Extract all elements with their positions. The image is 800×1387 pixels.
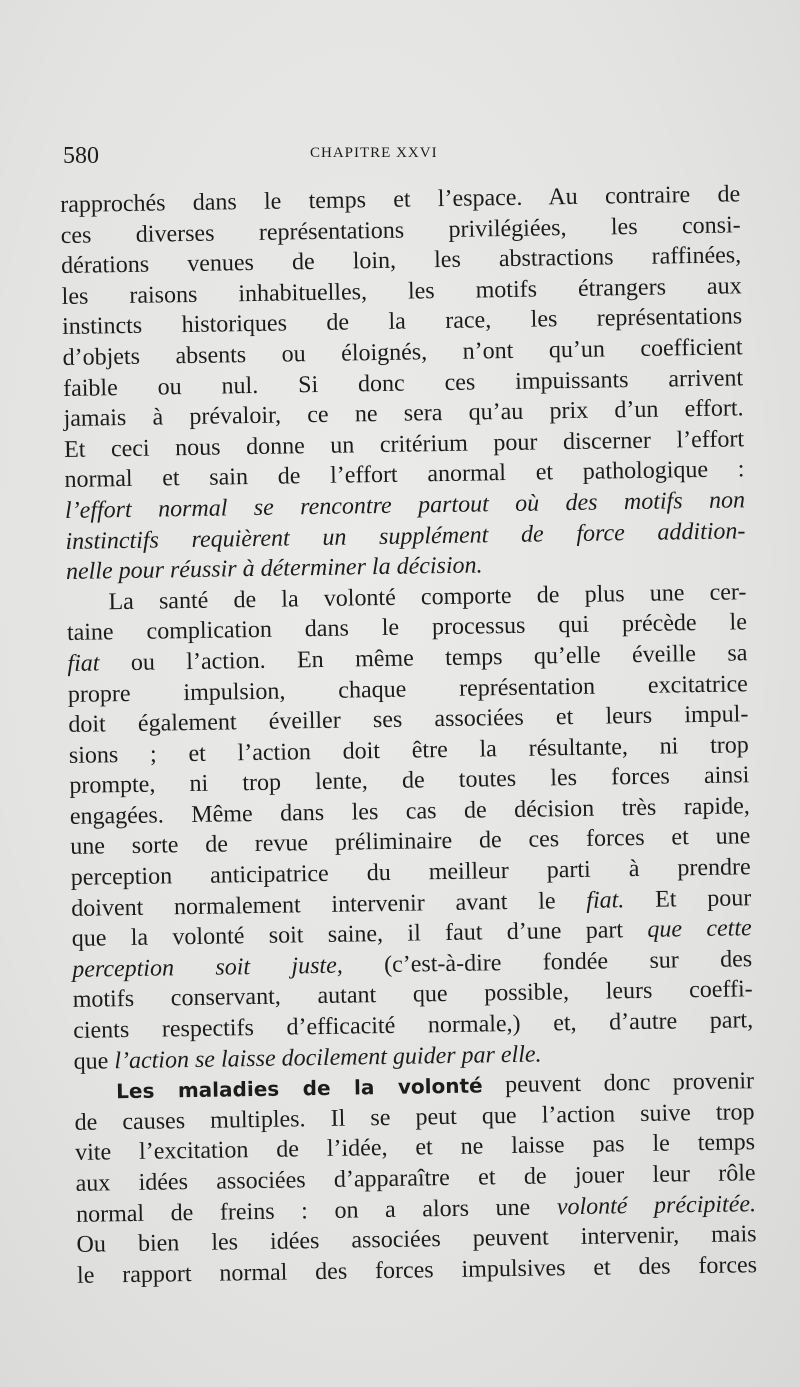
italic-text: que cette (647, 915, 752, 944)
text-segment: Et ceci nous donne un critérium pour discerner l’effort (63, 426, 745, 463)
text-segment: aux idées associées d’apparaître et de jouer leur rôle (75, 1160, 756, 1197)
text-segment: jamais à prévaloir, ce ne sera qu’au prix d’un effort. (63, 395, 744, 433)
italic-text: fiat. (586, 886, 625, 914)
text-segment: dérations venues de loin, les abstractions raffinées, (60, 242, 742, 280)
text-segment: que (73, 1047, 115, 1075)
text-segment: propre impulsion, chaque représentation excitatrice (67, 670, 749, 708)
text-segment: vite l’excitation de l’idée, et ne laisse pas le temps (74, 1129, 756, 1167)
italic-text: l’action se laisse docilement guider par elle. (114, 1041, 542, 1074)
text-segment: faible ou nul. Si donc ces impuissants arrivent (62, 364, 744, 402)
text-segment: normal et sain de l’effort anormal et pathologique : (64, 456, 745, 494)
text-segment: perception anticipatrice du meilleur parti à prendre (70, 854, 751, 891)
text-segment: Et pour (624, 884, 752, 913)
running-title: CHAPITRE XXVI (310, 145, 438, 161)
page-number: 580 (63, 143, 99, 169)
italic-text: instinctifs requièrent un supplément de force addition- (65, 517, 746, 555)
italic-text: perception soit juste, (72, 952, 343, 983)
text-segment: prompte, ni trop lente, de toutes les forces ainsi (69, 762, 750, 800)
text-segment: instincts historiques de la race, les représentations (61, 303, 743, 341)
text-segment: La santé de la volonté comporte de plus une cer- (108, 578, 747, 616)
italic-text: l’effort normal se rencontre partout où des motifs non (64, 487, 746, 524)
text-segment: normal de freins : on a alors une (75, 1193, 558, 1228)
text-segment: engagées. Même dans les cas de décision très rapide, (69, 793, 750, 830)
text-segment: (c’est-à-dire fondée sur des (342, 946, 753, 979)
text-segment: doivent normalement intervenir avant le (71, 887, 587, 922)
text-segment: taine complication dans le processus qui précède le (66, 609, 748, 647)
text-segment: peuvent donc provenir (482, 1068, 755, 1099)
text-segment: cients respectifs d’efficacité normale,) et, d’autre part, (73, 1007, 754, 1044)
text-segment: rapprochés dans le temps et l’espace. Au contraire de (60, 181, 741, 218)
italic-text: volonté précipitée. (556, 1190, 757, 1220)
text-segment: doit également éveiller ses associées et leurs impul- (68, 701, 749, 739)
text-segment: que la volonté soit saine, il faut d’une part (71, 917, 648, 953)
text-segment: Ou bien les idées associées peuvent intervenir, mais (76, 1221, 757, 1259)
text-segment: ou l’action. En même temps qu’elle éveille sa (99, 640, 748, 677)
italic-text: fiat (67, 650, 100, 677)
text-segment: sions ; et l’action doit être la résultante, ni trop (68, 731, 750, 769)
text-segment: motifs conservant, autant que possible, leurs coeffi- (72, 976, 753, 1014)
text-segment: ces diverses représentations privilégiées, les consi- (60, 211, 741, 249)
text-segment: d’objets absents ou éloignés, n’ont qu’un coefficient (62, 334, 743, 371)
bold-text: Les maladies de la volonté (115, 1073, 483, 1104)
text-segment: le rapport normal des forces impulsives et des forces (76, 1251, 758, 1289)
text-segment: une sorte de revue préliminaire de ces forces et une (70, 823, 751, 861)
body-text (60, 179, 757, 1291)
text-segment: de causes multiples. Il se peut que l’action suive trop (74, 1099, 755, 1136)
text-segment: les raisons inhabituelles, les motifs étrangers aux (61, 273, 742, 310)
italic-text: nelle pour réussir à déterminer la décision. (65, 552, 483, 586)
